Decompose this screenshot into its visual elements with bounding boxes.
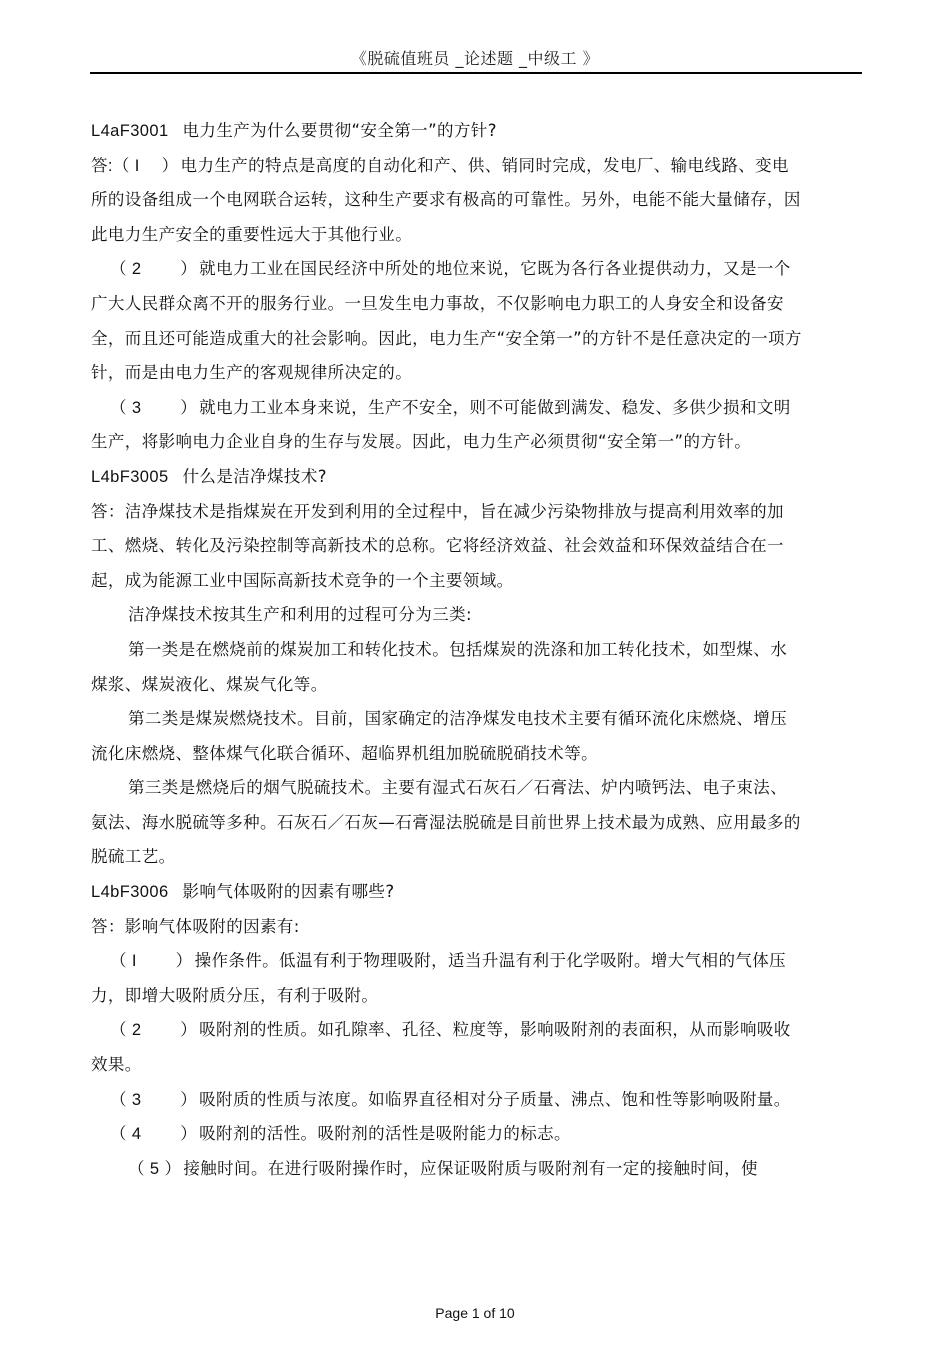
answer-3-item-4 (91, 1117, 803, 1152)
question-text: 影响气体吸附的因素有哪些? (182, 882, 395, 902)
item-number: （ 2 ） (110, 260, 198, 279)
item-number: （ 3 ） (110, 1090, 198, 1109)
answer-1-item-2 (91, 252, 803, 390)
question-1 (91, 114, 803, 149)
question-text: 什么是洁净煤技术? (182, 466, 327, 486)
question-3 (91, 875, 803, 910)
answer-2-paragraph-1: 答：洁净煤技术是指煤炭在开发到利用的全过程中，旨在减少污染物排放与提高利用效率的加工、燃烧、转化及污染控制等高新技术的总称。它将经济效益、社会效益和环保效益结合在一起，成为能源工业中国际高新技术竞争的一个主要领域。 (91, 501, 784, 590)
document-body (91, 114, 803, 1186)
answer-1-item-1 (91, 149, 803, 253)
item-text: 接触时间。在进行吸附操作时，应保证吸附质与吸附剂有一定的接触时间，使 (183, 1158, 758, 1178)
item-number: （ 2 ） (110, 1021, 198, 1040)
page-number: Page 1 of 10 (435, 1305, 515, 1321)
question-text: 电力生产为什么要贯彻“安全第一”的方针? (182, 121, 497, 140)
answer-2-paragraph-4: 第二类是煤炭燃烧技术。目前，国家确定的洁净煤发电技术主要有循环流化床燃烧、增压流化床燃烧、整体煤气化联合循环、超临界机组加脱硫脱硝技术等。 (91, 709, 788, 763)
item-number: （ 4 ） (110, 1125, 198, 1144)
item-number: （ 5 ） (128, 1159, 182, 1178)
answer-2-paragraph-5: 第三类是燃烧后的烟气脱硫技术。主要有湿式石灰石／石膏法、炉内喷钙法、电子束法、氨法、海水脱硫等多种。石灰石／石灰—石膏湿法脱硫是目前世界上技术最为成熟、应用最多的脱硫工艺。 (91, 778, 801, 867)
answer-2-paragraph-2: 洁净煤技术按其生产和利用的过程可分为三类: (128, 605, 472, 625)
answer-3-item-1 (91, 944, 803, 1013)
page-header-title: 《脱硫值班员 _论述题 _中级工 》 (350, 49, 600, 68)
answer-1-item-3 (91, 391, 803, 460)
header-divider (90, 72, 862, 74)
question-2 (91, 460, 803, 495)
item-text: 吸附剂的活性。吸附剂的活性是吸附能力的标志。 (199, 1124, 571, 1144)
answer-3-item-3 (91, 1083, 803, 1118)
answer-3-item-5 (91, 1152, 803, 1187)
item-number: （ I ） (110, 952, 193, 971)
question-id: L4bF3005 (91, 467, 169, 486)
item-text: 操作条件。低温有利于物理吸附，适当升温有利于化学吸附。增大气相的气体压力，即增大吸附质分压，有利于吸附。 (91, 951, 787, 1005)
item-number: （ 3 ） (110, 398, 198, 417)
item-text: 就电力工业在国民经济中所处的地位来说，它既为各行各业提供动力，又是一个广大人民群众离不开的服务行业。一旦发生电力事故，不仅影响电力职工的人身安全和设备安全，而且还可能造成重大的社会影响。因此，电力生产“安全第一”的方针不是任意决定的一项方针，而是由电力生产的客观规律所决定的。 (91, 259, 802, 383)
item-text: 就电力工业本身来说，生产不安全，则不可能做到满发、稳发、多供少损和文明生产，将影响电力企业自身的生存与发展。因此，电力生产必须贯彻“安全第一”的方针。 (91, 397, 791, 452)
answer-2-paragraph-3: 第一类是在燃烧前的煤炭加工和转化技术。包括煤炭的洗涤和加工转化技术，如型煤、水煤浆、煤炭液化、煤炭气化等。 (91, 639, 788, 694)
item-text: 电力生产的特点是高度的自动化和产、供、销同时完成，发电厂、输电线路、变电所的设备组成一个电网联合运转，这种生产要求有极高的可靠性。另外，电能不能大量储存，因此电力生产安全的重要性远大于其他行业。 (91, 155, 801, 244)
question-id: L4bF3006 (91, 883, 169, 902)
item-text: 吸附剂的性质。如孔隙率、孔径、粒度等，影响吸附剂的表面积，从而影响吸收效果。 (91, 1020, 791, 1075)
answer-3-intro: 答：影响气体吸附的因素有: (91, 916, 300, 936)
question-id: L4aF3001 (91, 122, 169, 140)
item-text: 吸附质的性质与浓度。如临界直径相对分子质量、沸点、饱和性等影响吸附量。 (199, 1089, 791, 1109)
item-number: 答:（ I ） (91, 156, 179, 175)
answer-3-item-2 (91, 1013, 803, 1082)
